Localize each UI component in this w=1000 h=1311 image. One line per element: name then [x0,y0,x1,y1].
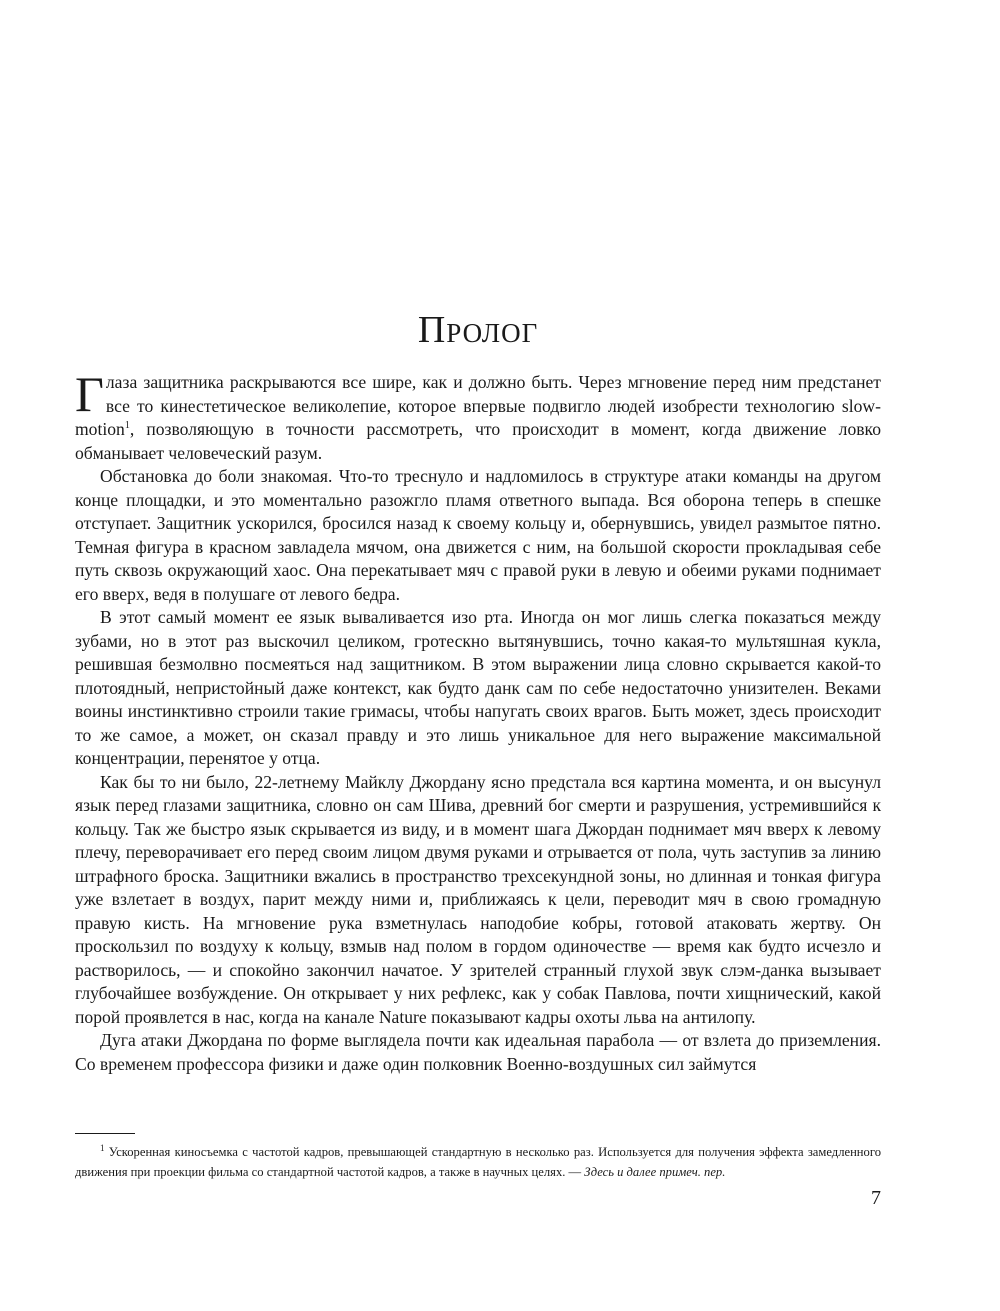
paragraph-1-text-b: , позволяющую в точности рассмотреть, что происходит в момент, когда движение ловко обманывает человеческий разум. [75,419,881,463]
body-text [75,366,881,1076]
footnote-text: Ускоренная киносъемка с частотой кадров, превышающей стандартную в несколько раз. Используется для получения эффекта замедленного движения при проекции фильма со стандартной частотой кадров, а также в научных целях. — [75,1145,881,1179]
paragraph-1 [75,366,881,465]
footnote-divider [75,1133,135,1134]
book-page [75,0,881,1311]
page-number: 7 [871,1187,881,1209]
paragraph-1-text-a: лаза защитника раскрываются все шире, как и должно быть. Через мгновение перед ним предстанет все то кинестетическое великолепие, которое впервые подвигло людей изобрести технологию slow-motion [75,372,881,439]
paragraph-4: Как бы то ни было, 22-летнему Майклу Джордану ясно предстала вся картина момента, и он высунул язык перед глазами защитника, словно он сам Шива, древний бог смерти и разрушения, устремившийся к кольцу. Так же быстро язык скрывается из виду, и в момент шага Джордан поднимает мяч вверх к левому плечу, переворачивает его перед своим лицом двумя руками и отрывается от пола, чуть заступив за линию штрафного броска. Защитники вжались в пространство трехсекундной зоны, но длинная и тонкая фигура уже взлетает в воздух, парит между ними и, приближаясь к цели, переводит мяч в свою громадную правую кисть. На мгновение рука взметнулась наподобие кобры, готовой атаковать жертву. Он проскользил по воздуху к кольцу, взмыв над полом в гордом одиночестве — время как будто исчезло и растворилось, — и спокойно закончил начатое. У зрителей странный глухой звук слэм-данка вызывает глубочайшее возбуждение. Он открывает у них рефлекс, как у собак Павлова, почти хищнический, какой порой проявлется в нас, когда на канале Nature показывают кадры охоты льва на антилопу. [75,771,881,1027]
paragraph-5: Дуга атаки Джордана по форме выглядела почти как идеальная парабола — от взлета до приземления. Со временем профессора физики и даже один полковник Военно-воздушных сил займутся [75,1030,881,1074]
footnote-mark: 1 [100,1143,105,1153]
footnote-attribution: Здесь и далее примеч. пер. [584,1165,726,1179]
chapter-title: Пролог [417,309,539,351]
paragraph-3: В этот самый момент ее язык вываливается изо рта. Иногда он мог лишь слегка показаться между зубами, но в этот раз выскочил целиком, гротескно вытянувшись, точно какая-то мультяшная кукла, решившая безмолвно посмеяться над защитником. В этом выражении лица словно скрывается какой-то плотоядный, непристойный даже контекст, как будто данк сам по себе недостаточно унизителен. Веками воины инстинктивно строили такие гримасы, чтобы напугать своих врагов. Быть может, здесь происходит то же самое, а может, он сказал правду и это лишь уникальное для него выражение максимальной концентрации, перенятое у отца. [75,607,881,768]
paragraph-2: Обстановка до боли знакомая. Что-то треснуло и надломилось в структуре атаки команды на другом конце площадки, и это моментально разожгло пламя ответного выпада. Вся оборона теперь в спешке отступает. Защитник ускорился, бросился назад к своему кольцу и, обернувшись, увидел размытое пятно. Темная фигура в красном завладела мячом, она движется с ним, на большой скорости прокладывая себе путь сквозь окружающий хаос. Она перекатывает мяч с правой руки в левую и обеими руками поднимает его вверх, ведя в полушаге от левого бедра. [75,466,881,604]
footnote [75,1142,881,1182]
drop-cap: Г [75,366,104,422]
footnote-reference[interactable]: 1 [124,420,130,431]
